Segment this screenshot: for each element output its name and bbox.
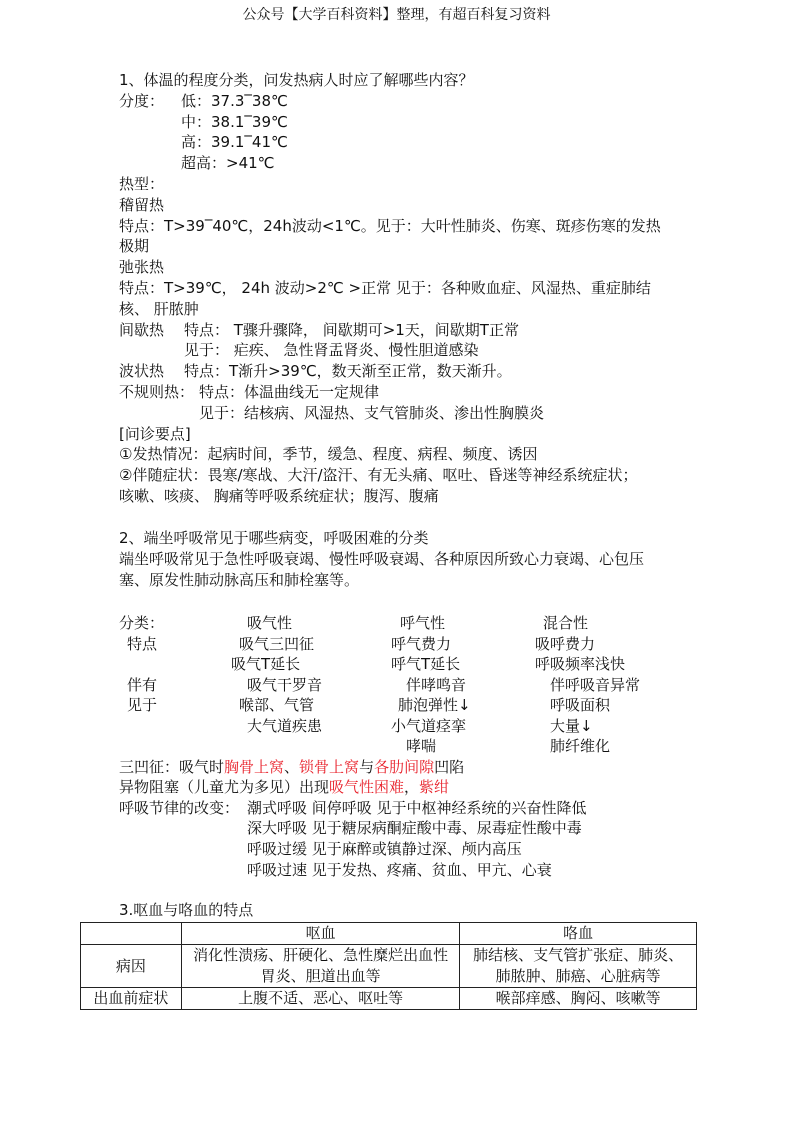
fever-type-label: 热型： [119,175,165,193]
text-segment: ， [404,778,420,796]
grade-row [119,91,619,111]
highlight-text: 紫绀 [419,778,450,796]
seen-label: 见于 [127,696,158,714]
cell-line: 消化性溃疡、肝硬化、急性糜烂出血性 [193,946,449,964]
foreign-body-line [119,777,449,797]
seen-cell: 哮喘 [406,737,437,755]
remittent-feature-cont: 核、 肝脓肿 [119,300,199,318]
grade-high: 高：39.1‾41℃ [181,133,288,151]
type-inspiratory: 吸气性 [247,614,293,632]
header-cell: 呕血 [181,923,460,945]
text-segment: 凹陷 [434,758,465,776]
seen-row-1 [119,695,679,715]
inquiry-2: ②伴随症状：畏寒/寒战、大汗/盗汗、有无头痛、呕吐、昏迷等神经系统症状； [119,466,638,484]
text-segment: 与 [359,758,375,776]
inquiry-label: [问诊要点] [119,425,191,443]
class-row [119,613,679,633]
accompany-cell: 伴哮鸣音 [406,676,467,694]
type-expiratory: 呼气性 [400,614,446,632]
page-header: 公众号【大学百科资料】整理，有超百科复习资料 [242,7,551,23]
intermittent-row [119,320,619,340]
grade-mid: 中：38.1‾39℃ [181,113,288,131]
rhythm-item: 呼吸过速 见于发热、疼痛、贫血、甲亢、心衰 [247,861,552,879]
seen-row-3 [119,736,679,756]
row-label: 出血前症状 [81,988,182,1010]
cell-line: 肺脓肿、肺癌、心脏病等 [495,967,661,985]
accompany-row [119,675,679,695]
seen-cell: 大量↓ [550,717,593,735]
rhythm-item: 呼吸过缓 见于麻醉或镇静过深、颅内高压 [247,840,522,858]
seen-cell: 大气道疾患 [247,717,323,735]
highlight-text: 各肋间隙 [374,758,435,776]
feature-cell: 呼气T延长 [391,655,461,673]
highlight-text: 胸骨上窝 [224,758,285,776]
seen-cell: 喉部、气管 [239,696,315,714]
text-segment: 、 [284,758,300,776]
seen-row-2 [119,716,679,736]
remittent-feature: 特点：T>39℃， 24h 波动>2℃ >正常 见于：各种败血症、风湿热、重症肺结 [119,279,651,297]
undulant-row [119,361,619,381]
irregular-row [119,382,619,402]
class-label: 分类： [119,614,165,632]
continued-fever: 稽留热 [119,196,165,214]
triad-line [119,757,464,777]
seen-cell: 肺纤维化 [550,737,611,755]
seen-cell: 肺泡弹性↓ [398,696,471,714]
section1-title: 1、体温的程度分类，问发热病人时应了解哪些内容？ [119,71,474,89]
seen-cell: 呼吸面积 [550,696,611,714]
accompany-cell: 伴呼吸音异常 [550,676,641,694]
grade-low: 低：37.3‾38℃ [181,92,288,110]
table-row [81,945,697,988]
continued-feature: 特点：T>39‾40℃，24h波动<1℃。见于：大叶性肺炎、伤寒、斑疹伤寒的发热 [119,217,661,235]
feature-row-1 [119,634,679,654]
feature-label: 特点 [127,635,158,653]
continued-feature-cont: 极期 [119,237,150,255]
grade-label: 分度： [119,92,165,110]
hematemesis-hemoptysis-table [80,922,697,1010]
feature-cell: 呼气费力 [391,635,452,653]
text-segment: 三凹征：吸气时 [119,758,225,776]
accompany-cell: 吸气干罗音 [247,676,323,694]
section2-answer-2: 塞、原发性肺动脉高压和肺栓塞等。 [119,571,360,589]
feature-cell: 呼吸频率浅快 [535,655,626,673]
text-segment: 异物阻塞（儿童尤为多见）出现 [119,778,330,796]
feature-row-2 [119,654,679,674]
table-cell [460,945,697,988]
rhythm-item: 潮式呼吸 间停呼吸 见于中枢神经系统的兴奋性降低 [247,799,587,817]
section2-answer-1: 端坐呼吸常见于急性呼吸衰竭、慢性呼吸衰竭、各种原因所致心力衰竭、心包压 [119,550,645,568]
grade-super: 超高：>41℃ [181,154,275,172]
table-cell [181,945,460,988]
undulant-feature: 特点：T渐升>39℃，数天渐至正常，数天渐升。 [184,362,512,380]
inquiry-1: ①发热情况：起病时间，季节，缓急、程度、病程、频度、诱因 [119,445,538,463]
irregular-seen: 见于：结核病、风湿热、支气管肺炎、渗出性胸膜炎 [199,404,545,422]
irregular-feature: 特点：体温曲线无一定规律 [199,383,380,401]
intermittent-feature: 特点： T骤升骤降， 间歇期可>1天，间歇期T正常 [184,321,519,339]
table-cell: 喉部痒感、胸闷、咳嗽等 [460,988,697,1010]
section3-title: 3.呕血与咯血的特点 [119,901,254,919]
cell-line: 肺结核、支气管扩张症、肺炎、 [473,946,684,964]
header-cell: 咯血 [460,923,697,945]
feature-cell: 吸气T延长 [231,655,301,673]
rhythm-row-1 [119,798,679,818]
seen-cell: 小气道痉挛 [391,717,467,735]
header-cell [81,923,182,945]
inquiry-3: 咳嗽、咳痰、 胸痛等呼吸系统症状；腹泻、腹痛 [119,487,439,505]
remittent-fever: 弛张热 [119,258,165,276]
irregular-fever: 不规则热： [119,383,195,401]
feature-cell: 吸气三凹征 [239,635,315,653]
undulant-fever: 波状热 [119,362,165,380]
table-header-row [81,923,697,945]
accompany-label: 伴有 [127,676,158,694]
table-row [81,988,697,1010]
intermittent-fever: 间歇热 [119,321,165,339]
feature-cell: 吸呼费力 [535,635,596,653]
row-label: 病因 [81,945,182,988]
rhythm-item: 深大呼吸 见于糖尿病酮症酸中毒、尿毒症性酸中毒 [247,819,582,837]
cell-line: 胃炎、胆道出血等 [260,967,381,985]
table-cell: 上腹不适、恶心、呕吐等 [181,988,460,1010]
type-mixed: 混合性 [543,614,589,632]
rhythm-label: 呼吸节律的改变： [119,799,240,817]
section2-title: 2、端坐呼吸常见于哪些病变，呼吸困难的分类 [119,529,429,547]
highlight-text: 吸气性困难 [329,778,405,796]
intermittent-seen: 见于： 疟疾、 急性肾盂肾炎、慢性胆道感染 [184,341,479,359]
highlight-text: 锁骨上窝 [299,758,360,776]
